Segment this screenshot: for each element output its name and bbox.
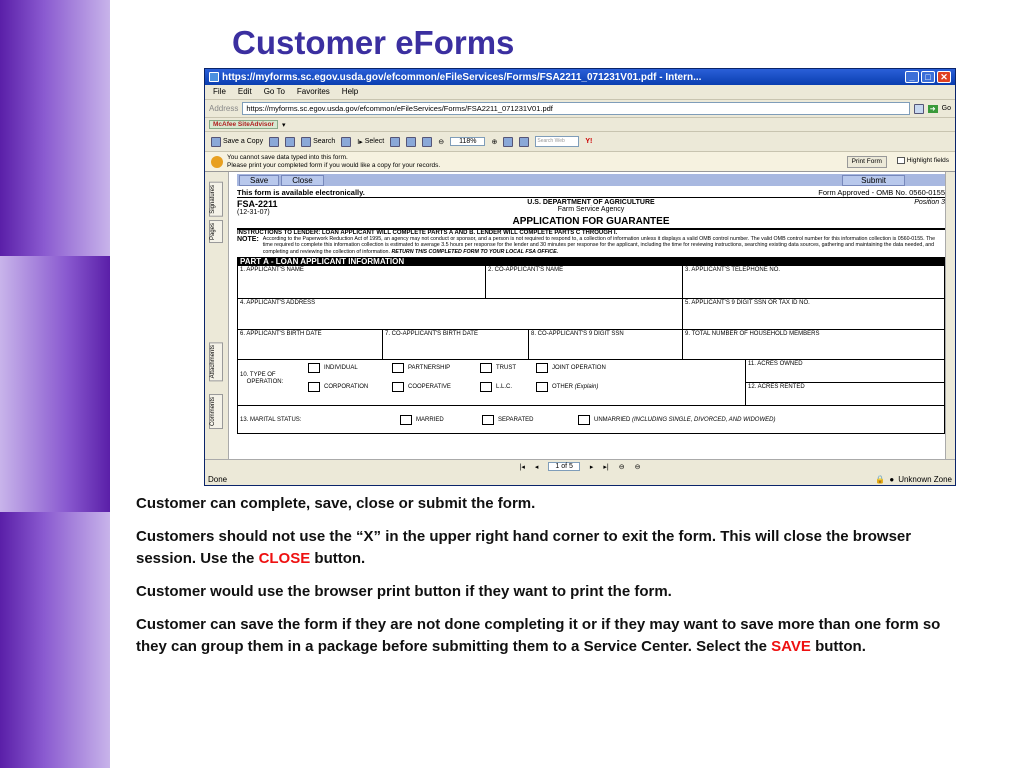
menu-bar [205, 85, 955, 99]
note-label: NOTE: [237, 236, 259, 243]
marital-note: (INCLUDING SINGLE, DIVORCED, AND WIDOWED) [632, 416, 776, 423]
left-accent-band-bottom [0, 512, 110, 768]
partnership-checkbox[interactable] [392, 363, 404, 373]
acres-rented-label: 12. ACRES RENTED [748, 384, 805, 391]
form-button-bar [237, 174, 945, 186]
acres-owned-field[interactable] [746, 360, 945, 383]
individual-label: INDIVIDUAL [324, 365, 358, 372]
ssn-tax-id-field[interactable] [683, 299, 945, 330]
page-navigation-bar [205, 459, 955, 473]
sign-icon[interactable] [519, 137, 529, 147]
form-heading: APPLICATION FOR GUARANTEE [512, 216, 670, 227]
go-arrow-icon[interactable]: ➜ [929, 105, 936, 113]
left-accent-band-top [0, 0, 110, 256]
message-line-2: Please print your completed form if you would like a copy for your records. [227, 161, 441, 169]
unmarried-checkbox[interactable] [578, 415, 590, 425]
first-page-icon[interactable]: |◂ [519, 463, 525, 471]
search-button[interactable] [301, 137, 335, 147]
partnership-label: PARTNERSHIP [408, 365, 451, 372]
fit-page-icon[interactable] [422, 137, 432, 147]
joint-operation-checkbox[interactable] [536, 363, 548, 373]
agency-name: Farm Service Agency [557, 206, 625, 213]
highlight-fields-checkbox[interactable] [897, 157, 905, 164]
menu-favorites[interactable]: Favorites [296, 87, 330, 96]
birth-date-label: 6. APPLICANT'S BIRTH DATE [240, 331, 322, 338]
zone-text: Unknown Zone [898, 475, 952, 484]
bullet-4 [136, 614, 956, 658]
form-header [237, 197, 945, 227]
page-number-input[interactable]: 1 of 5 [548, 462, 580, 471]
co-birth-date-field[interactable] [383, 330, 529, 360]
other-checkbox[interactable] [536, 382, 548, 392]
position-label: Position 3 [914, 199, 945, 206]
bullet-4-end: button. [810, 638, 866, 655]
select-label: Select [364, 138, 385, 145]
yahoo-icon[interactable]: Y! [585, 138, 593, 145]
bullet-3: Customer would use the browser print button if they want to print the form. [136, 583, 672, 600]
next-view-icon[interactable]: ⊖ [634, 463, 641, 471]
save-copy-label: Save a Copy [223, 138, 264, 145]
form-row-birthdates [237, 330, 945, 360]
pdf-page [237, 174, 945, 460]
note-emphasis: RETURN THIS COMPLETED FORM TO YOUR LOCAL FSA OFFICE. [391, 248, 559, 255]
zoom-out-icon[interactable]: ⊖ [438, 138, 445, 146]
bullet-2-text: Customers should not use the “X” in the upper right hand corner to exit the form. This will close the browser session. Use the [136, 528, 912, 567]
co-applicant-name-label: 2. CO-APPLICANT'S NAME [488, 267, 564, 274]
marital-status-group [238, 406, 945, 434]
browser-title: https://myforms.sc.egov.usda.gov/efcommon/eFileServices/Forms/FSA2211_071231V01.pdf - Intern... [222, 71, 702, 83]
birth-date-field[interactable] [238, 330, 383, 360]
status-text: Done [208, 475, 228, 484]
close-window-button[interactable]: ✕ [937, 71, 951, 83]
corporation-label: CORPORATION [324, 384, 369, 391]
note-text: According to the Paperwork Reduction Act of 1995, an agency may not conduct or sponsor, and a person is not required to respond to, a collection of information unless it displays a valid OMB control number. The valid OMB control number for this information collection is 0560-0155. The time required to complete this information collection is estimated to average 3.5 hours per response for the lender and 30 minutes per response for the applicant, including the time for reviewing instructions, searching existing data sources, gathering and maintaining the data needed, and completing and reviewing the collection of information. [262, 236, 936, 255]
search-label: Search [313, 138, 336, 145]
address-field[interactable] [238, 299, 683, 330]
married-checkbox[interactable] [400, 415, 412, 425]
status-bar [205, 473, 955, 486]
separated-checkbox[interactable] [482, 415, 494, 425]
binoculars-icon [301, 137, 311, 147]
tab-attachments[interactable]: Attachments [209, 342, 223, 381]
address-bar [205, 99, 955, 117]
marital-status-label: 13. MARITAL STATUS: [240, 416, 302, 423]
print-icon[interactable] [269, 137, 279, 147]
lock-icon: 🔒 [875, 475, 886, 484]
rotate-icon[interactable] [503, 137, 513, 147]
cooperative-checkbox[interactable] [392, 382, 404, 392]
select-tool-button[interactable] [357, 138, 384, 146]
form-save-button[interactable]: Save [239, 175, 279, 186]
highlight-fields-label: Highlight fields [906, 157, 949, 165]
llc-checkbox[interactable] [480, 382, 492, 392]
menu-help[interactable]: Help [341, 87, 359, 96]
maximize-button[interactable]: □ [921, 71, 935, 83]
mcafee-siteadvisor-button[interactable]: McAfee SiteAdvisor [209, 120, 278, 129]
vertical-scrollbar[interactable] [945, 172, 955, 460]
close-highlight: CLOSE [258, 550, 311, 567]
menu-go-to[interactable]: Go To [263, 87, 285, 96]
explain-label: (Explain) [574, 384, 599, 391]
zoom-level-input[interactable]: 118% [450, 137, 485, 146]
acres-rented-field[interactable] [746, 383, 945, 406]
document-area [205, 171, 955, 459]
instructions-text: INSTRUCTIONS TO LENDER: LOAN APPLICANT WILL COMPLETE PARTS A AND B. LENDER WILL COMPLETE PARTS C THROUGH I. [237, 230, 618, 236]
tab-signatures[interactable]: Signatures [209, 182, 223, 217]
acres-owned-label: 11. ACRES OWNED [748, 361, 803, 368]
browser-window [204, 68, 956, 486]
part-a-header: PART A - LOAN APPLICANT INFORMATION [237, 257, 945, 266]
browser-title-bar [205, 69, 955, 85]
ie-icon [209, 72, 219, 82]
form-row-names [237, 266, 945, 299]
available-text: This form is available electronically. [237, 188, 365, 197]
bullet-1: Customer can complete, save, close or submit the form. [136, 495, 536, 512]
form-close-button[interactable]: Close [281, 175, 323, 186]
co-applicant-name-field[interactable] [486, 266, 683, 299]
trust-checkbox[interactable] [480, 363, 492, 373]
llc-label: L.L.C. [496, 384, 513, 391]
disk-icon [211, 137, 221, 147]
address-label-text: 4. APPLICANT'S ADDRESS [240, 300, 316, 307]
go-button[interactable]: Go [941, 105, 951, 112]
form-row-marital [237, 406, 945, 434]
minimize-button[interactable]: _ [905, 71, 919, 83]
telephone-label: 3. APPLICANT'S TELEPHONE NO. [685, 267, 781, 274]
cooperative-label: COOPERATIVE [408, 384, 451, 391]
zoom-in-icon[interactable]: ⊕ [491, 138, 498, 146]
married-label: MARRIED [416, 416, 444, 423]
zoom-icon[interactable] [390, 137, 400, 147]
previous-view-icon[interactable]: ⊖ [618, 463, 625, 471]
next-page-icon[interactable]: ▸ [589, 463, 594, 471]
joint-operation-label: JOINT OPERATION [552, 365, 606, 372]
household-members-label: 9. TOTAL NUMBER OF HOUSEHOLD MEMBERS [685, 331, 820, 338]
slide-body [136, 493, 956, 669]
slide-title: Customer eForms [232, 24, 515, 61]
bullet-2-end: button. [310, 550, 366, 567]
unmarried-label: UNMARRIED [594, 416, 631, 423]
form-availability-row [237, 188, 945, 197]
tab-pages[interactable]: Pages [209, 220, 223, 243]
corporation-checkbox[interactable] [308, 382, 320, 392]
form-date: (12-31-07) [237, 209, 270, 216]
tab-comments[interactable]: Comments [209, 394, 223, 429]
operation-type-label-2: OPERATION: [246, 379, 284, 386]
last-page-icon[interactable]: ▸| [603, 463, 609, 471]
trust-label: TRUST [496, 365, 516, 372]
text-cursor-icon: I▸ [357, 138, 363, 146]
applicant-name-field[interactable] [238, 266, 486, 299]
navigation-pane [205, 172, 229, 460]
bullet-2 [136, 526, 956, 570]
email-icon[interactable] [285, 137, 295, 147]
menu-edit[interactable]: Edit [237, 87, 252, 96]
omb-approval: Form Approved - OMB No. 0560-0155 [818, 188, 945, 197]
other-label: OTHER [552, 384, 573, 391]
telephone-field[interactable] [683, 266, 945, 299]
address-label: Address [209, 104, 239, 113]
operation-type-label: 10. TYPE OF [240, 372, 276, 379]
separated-label: SEPARATED [498, 416, 534, 423]
search-web-input[interactable]: Search Web [535, 136, 579, 147]
menu-file[interactable]: File [213, 87, 226, 96]
address-input[interactable]: https://myforms.sc.egov.usda.gov/efcommon/eFileServices/Forms/FSA2211_071231V01.pdf [242, 102, 909, 115]
co-ssn-field[interactable] [529, 330, 683, 360]
left-accent-band-middle [0, 256, 110, 512]
ssn-tax-id-label: 5. APPLICANT'S 9 DIGIT SSN OR TAX ID NO. [685, 300, 810, 307]
form-id: FSA-2211 [237, 199, 278, 209]
form-submit-button[interactable]: Submit [842, 175, 905, 186]
print-form-button[interactable]: Print Form [847, 156, 887, 168]
hand-tool-icon[interactable] [341, 137, 351, 147]
bullet-4-text: Customer can save the form if they are not done completing it or if they may want to save more than one form so they can group them in a package before submitting them to a Service Center. Select the [136, 616, 941, 655]
form-message-bar [205, 151, 955, 171]
form-row-operation [237, 360, 945, 406]
applicant-name-label: 1. APPLICANT'S NAME [240, 267, 304, 274]
form-row-address [237, 299, 945, 330]
department-name: U.S. DEPARTMENT OF AGRICULTURE [527, 199, 655, 206]
dropdown-arrow-icon[interactable] [914, 104, 924, 114]
co-ssn-label: 8. CO-APPLICANT'S 9 DIGIT SSN [531, 331, 624, 338]
globe-icon: ● [889, 475, 895, 484]
actual-size-icon[interactable] [406, 137, 416, 147]
operation-type-group [238, 360, 746, 406]
previous-page-icon[interactable]: ◂ [534, 463, 539, 471]
household-members-field[interactable] [683, 330, 945, 360]
co-birth-date-label: 7. CO-APPLICANT'S BIRTH DATE [385, 331, 478, 338]
warning-icon [211, 156, 223, 168]
acrobat-toolbar [205, 131, 955, 151]
individual-checkbox[interactable] [308, 363, 320, 373]
save-copy-button[interactable] [211, 137, 263, 147]
mcafee-toolbar [205, 117, 955, 131]
save-highlight: SAVE [771, 638, 811, 655]
message-line-1: You cannot save data typed into this form. [227, 153, 348, 161]
mcafee-dropdown-icon[interactable]: ▾ [282, 121, 286, 129]
